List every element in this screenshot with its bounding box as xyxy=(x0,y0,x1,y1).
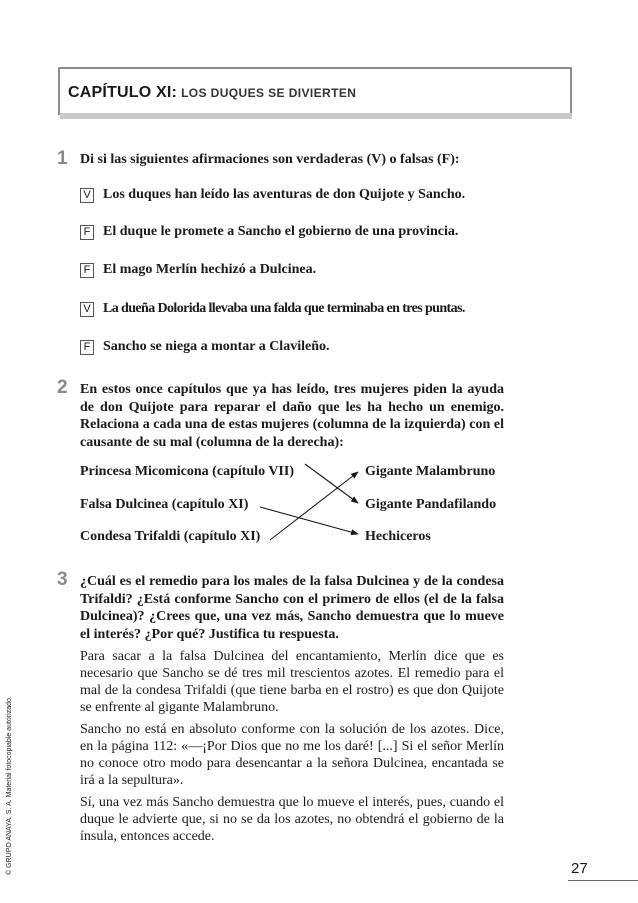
answer-box[interactable]: V xyxy=(80,302,94,317)
question-2-number: 2 xyxy=(57,377,68,398)
match-left-item: Condesa Trifaldi (capítulo XI) xyxy=(80,529,261,544)
statement-text: El duque le promete a Sancho el gobierno de una provincia. xyxy=(103,224,459,239)
match-left-item: Falsa Dulcinea (capítulo XI) xyxy=(80,497,249,512)
match-left-item: Princesa Micomicona (capítulo VII) xyxy=(80,464,294,479)
statement-text: El mago Merlín hechizó a Dulcinea. xyxy=(103,262,317,277)
chapter-subtitle: LOS DUQUES SE DIVIERTEN xyxy=(181,86,357,100)
answer-box[interactable]: V xyxy=(80,188,94,203)
copyright-notice: © GRUPO ANAYA, S. A. Material fotocopiable autorizado. xyxy=(6,696,13,875)
answer-paragraph: Sí, una vez más Sancho demuestra que lo mueve el interés, pues, cuando el duque le advierte que, si no se da los azotes, no obtendrá el gobierno de la ínsula, entonces accede. xyxy=(80,795,504,844)
question-2-prompt: En estos once capítulos que ya has leído, tres mujeres piden la ayuda de don Quijote para reparar el daño que les ha hecho un enemigo. Relaciona a cada una de estas mujeres (columna de la izquierda) con el causante de su mal (columna de la derecha): xyxy=(80,382,504,450)
question-3-number: 3 xyxy=(57,569,68,590)
question-3-prompt: ¿Cuál es el remedio para los males de la falsa Dulcinea y de la condesa Trifaldi? ¿Está conforme Sancho con el primero de ellos (el de la falsa Dulcinea)? ¿Crees que, una vez más, Sancho demuestra que lo mueve el interés? ¿Por qué? Justifica tu respuesta. xyxy=(80,574,504,642)
statement-text: La dueña Dolorida llevaba una falda que terminaba en tres puntas. xyxy=(103,301,465,316)
question-1-prompt: Di si las siguientes afirmaciones son verdaderas (V) o falsas (F): xyxy=(80,152,460,167)
question-1-number: 1 xyxy=(57,148,68,169)
answer-paragraph: Para sacar a la falsa Dulcinea del encantamiento, Merlín dice que es necesario que Sancho se dé tres mil trescientos azotes. El remedio para el mal de la condesa Trifaldi (que tiene barba en el rostro) es que don Quijote se enfrente al gigante Malambruno. xyxy=(80,649,504,715)
answer-box[interactable]: F xyxy=(80,340,94,355)
match-right-item: Hechiceros xyxy=(365,529,431,544)
match-right-item: Gigante Pandafilando xyxy=(365,497,497,512)
chapter-label: CAPÍTULO XI: xyxy=(68,84,178,101)
statement-text: Los duques han leído las aventuras de don Quijote y Sancho. xyxy=(103,187,466,202)
page-number-rule xyxy=(568,880,638,881)
match-arrow-micomicona-pandafilando xyxy=(305,464,358,503)
match-arrow-dulcinea-hechiceros xyxy=(260,507,358,534)
answer-box[interactable]: F xyxy=(80,225,94,240)
statement-text: Sancho se niega a montar a Clavileño. xyxy=(103,339,330,354)
answer-box[interactable]: F xyxy=(80,263,94,278)
match-right-item: Gigante Malambruno xyxy=(365,464,496,479)
page-number: 27 xyxy=(571,860,588,877)
answer-paragraph: Sancho no está en absoluto conforme con la solución de los azotes. Dice, en la página 112: «—¡Por Dios que no me los daré! [...] Si el señor Merlín no conoce otro modo para desencantar a la señora Dulcinea, encantada se irá a la sepultura». xyxy=(80,722,504,788)
